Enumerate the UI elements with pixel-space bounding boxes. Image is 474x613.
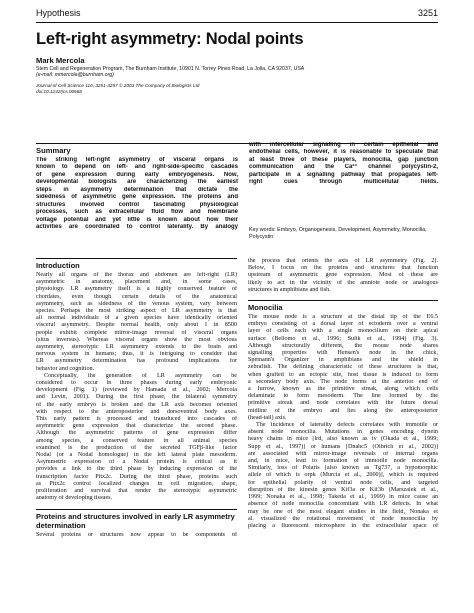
text-line: voltage potential and yet little is known about how their <box>36 216 238 223</box>
text-line: The mouse node is a structure at the distal tip of the E6.5 <box>248 314 438 321</box>
text-line: delaminate to form mesoderm. The line formed by the <box>248 393 438 400</box>
text-line: transcription factor Pitx2c. During the third phase, proteins such <box>36 473 237 480</box>
continuation-paragraph <box>248 258 438 294</box>
text-line: of gene expression during early embryogenesis. Now, <box>36 171 238 178</box>
text-line: with respect to the anteroposterior and dorsoventral body axes. <box>36 408 237 415</box>
affiliation-text: Stem Cell and Regeneration Program, The Burnham Institute, 10901 N. Torrey Pines Road, La Jolla, CA 92037, USA <box>36 66 305 72</box>
text-line: provides a link to the third phase by inducing expression of the <box>36 466 237 473</box>
text-line: behavior and cognition. <box>36 365 95 372</box>
text-line: activities are coordinated to control laterality. By analogy <box>36 224 238 231</box>
text-line: asymmetric gene expression that characterize the second phase. <box>36 423 237 430</box>
keywords: Key words: Embryo, Organogenesis, Development, Asymmetry, Monocilia, Polycystin <box>249 227 427 240</box>
text-line: a furrow, known as the primitive streak, along which cells <box>248 386 438 393</box>
author-email: (e-mail: mmercola@burnham.org) <box>36 72 114 79</box>
author-affiliation <box>36 66 438 79</box>
journal-citation: Journal of Cell Science 116, 3251-3257 © 2003 The Company of Biologists Ltd <box>36 83 200 88</box>
text-line: are associated with mirror-image reversals of internal organs <box>248 450 438 457</box>
text-line: nervous system in humans; thus, it is intriguing to consider that <box>36 351 237 358</box>
text-line: (head-tail) axis. <box>248 414 287 421</box>
text-line: chordates, even though certain details of the anatomical <box>36 293 237 300</box>
text-line: midline of the embryo and lies along the anteroposterior <box>248 407 438 414</box>
text-line: for epithelial polarity of ventral node cells, and targeted <box>248 479 438 486</box>
text-line: all normal individuals of a given species have identically oriented <box>36 315 237 322</box>
running-header <box>36 8 438 22</box>
text-line: visceral asymmetry. Despite normal health, only about 1 in 8500 <box>36 322 237 329</box>
text-line: allele of which is orpk (Murcia et al., 2000)], which is required <box>248 472 438 479</box>
summary-left-text <box>36 157 238 232</box>
text-line: likely to act in the vicinity of the amniote node or analogous <box>248 279 438 286</box>
text-line: Conceptually, the generation of LR asymmetry can be <box>44 372 237 379</box>
monocilia-paragraph-1 <box>248 314 438 422</box>
header-section: Hypothesis <box>36 8 81 18</box>
text-line: embryo consisting of a dorsal layer of ectoderm over a ventral <box>248 321 438 328</box>
text-line: disruption of the kinesin genes Kif3a or Kif3b (Marszalek et al., <box>248 486 438 493</box>
text-line: absence of node monocilia concomitant with LR defects. In what <box>248 501 438 508</box>
text-line: development (Fig. 1) (reviewed by Hamada et al., 2002; Mercola <box>36 387 237 394</box>
header-rule <box>36 22 438 23</box>
text-line: communication and the Ca²⁺ channel polycystin-2, <box>249 164 438 171</box>
introduction-heading: Introduction <box>36 258 237 270</box>
right-text-column <box>248 258 438 530</box>
text-line: asymmetry, stereotypic LR asymmetry extends to the brain and <box>36 344 237 351</box>
text-line: Nearly all organs of the thorax and abdomen are left-right (LR) <box>36 272 237 278</box>
text-line: people exhibit complete mirror-image reversal of visceral organs <box>36 329 237 336</box>
text-line: of the early embryo is broken and the LR axis becomes oriented <box>36 401 237 408</box>
text-line: considered to occur in three phases during early embryonic <box>36 380 237 387</box>
text-line: Although structurally different, the mouse node shares <box>248 342 438 349</box>
author-name: Mark Mercola <box>36 56 85 65</box>
article-title: Left-right asymmetry: Nodal points <box>36 30 304 48</box>
text-line: surface (Bellomo et al., 1996; Sulik et al., 1994) (Fig. 3). <box>248 335 438 342</box>
text-line: species. Perhaps the most striking aspect of LR asymmetry is that <box>36 308 237 315</box>
summary-section <box>36 143 438 252</box>
text-line: structures involved control fascinating physiological <box>36 201 238 208</box>
text-line: Several proteins or structures now appear to be components of <box>36 531 237 538</box>
text-line: Asymmetric expression of a Nodal protein is critical as it <box>36 459 237 466</box>
text-line: when grafted to an ectopic site, host tissue is induced to form <box>248 371 438 378</box>
proteins-section-paragraph <box>36 532 237 539</box>
text-line: signalling properties with Hensen's node in the chick, <box>248 350 438 357</box>
text-line: Supp et al., 1997)] or humans [Dnahc5 (Olbrich et al., 2002)] <box>248 443 438 450</box>
introduction-paragraph-2 <box>36 373 237 503</box>
text-line: Below, I focus on the proteins and structures that function <box>248 265 438 272</box>
text-line: processes, such as extracellular fluid flow and membrane <box>36 209 238 216</box>
monocilia-paragraph-2 <box>248 422 438 530</box>
text-line: among species, a conserved feature in all animal species <box>36 437 237 444</box>
text-line: and Levin, 2001). During the first phase, the bilateral symmetry <box>36 394 237 401</box>
text-line: Nodal (or a Nodal homologue) in the left lateral plate mesoderm. <box>36 452 237 459</box>
text-line: as Pitx2c control localized changes in cell migration, shape, <box>36 480 237 487</box>
article-doi: doi:10.1242/jcs.00668 <box>36 88 82 94</box>
text-line: developmental biologists are characterizing the earliest <box>36 179 238 186</box>
header-page-number: 3251 <box>417 8 438 18</box>
summary-heading: Summary <box>36 146 71 155</box>
text-line: steps in asymmetry determination that dictate the <box>36 186 238 193</box>
text-line: proliferation and survival that render the stereotypic asymmetric <box>36 488 237 495</box>
text-line: known to depend on left- and right-side-specific cascades <box>36 164 238 171</box>
text-line: asymmetry, such as sidedness of the venous system, vary between <box>36 300 237 307</box>
text-line: anatomy of developing tissues. <box>36 495 113 502</box>
text-line: Although the asymmetric patterns of gene expression differ <box>36 430 237 437</box>
text-line: and, in mice, lead to formation of immotile node monocilia. <box>248 458 438 465</box>
text-line: at least three of these players, monocilia, gap junction <box>249 156 438 163</box>
text-line: sidedness of asymmetric gene expression. The proteins and <box>36 194 238 201</box>
text-line: (situs inversus). Whereas visceral organs show the most obvious <box>36 336 237 343</box>
proteins-section-heading: Proteins and structures involved in early LR asymmetry determination <box>36 509 237 530</box>
text-line: The striking left-right asymmetry of visceral organs is <box>36 157 238 163</box>
text-line: absent node monocilia. Mutations in genes encoding dynein <box>248 429 438 436</box>
left-text-column <box>36 258 237 539</box>
text-line: The incidence of laterality defects correlates with immotile or <box>256 422 438 429</box>
text-line: with intercellular signalling in certain epithelial and <box>249 142 438 148</box>
summary-right-text <box>249 142 438 187</box>
monocilia-heading: Monocilia <box>248 300 438 312</box>
text-line: examined is the production of the secreted TGFβ-like factor <box>36 444 237 451</box>
introduction-paragraph-1 <box>36 272 237 373</box>
text-line: Spemann's Organizer in amphibians and the shield in <box>248 357 438 364</box>
text-line: a secondary body axis. The node forms at the anterior end of <box>248 378 438 385</box>
text-line: LR asymmetry determination has profound implications for <box>36 358 237 365</box>
text-line: primitive streak and node correlates with the future dorsal <box>248 400 438 407</box>
text-line: physiology. LR asymmetry itself is a highly conserved feature of <box>36 286 237 293</box>
text-line: al. visualized the rotational movement of node monocilia by <box>248 515 438 522</box>
text-line: Similarly, loss of Polaris [also known as Tg737, a hypomorphic <box>248 465 438 472</box>
text-line: zebrafish. The defining characteristic of these structures is that, <box>248 364 438 371</box>
text-line: right cues through multicellular fields. <box>249 179 438 186</box>
text-line: may be one of the most elegant studies in the field, Nonaka et <box>248 508 438 515</box>
text-line: the process that orients the axis of LR asymmetry (Fig. 2). <box>248 258 438 264</box>
text-line: endothelial cells, however, it is reasonable to speculate that <box>249 149 438 156</box>
text-line: structures in amphibians and fish. <box>248 286 331 293</box>
text-line: asymmetric in anatomy, placement and, in some cases, <box>36 279 237 286</box>
text-line: This early pattern is processed and transduced into cascades of <box>36 416 237 423</box>
journal-reference <box>36 83 324 95</box>
text-line: heavy chains in mice [lrd, also known as iv (Okada et al., 1999; <box>248 436 438 443</box>
text-line: upstream of asymmetric gene expression. Most of these are <box>248 272 438 279</box>
text-line: 1999; Nonaka et al., 1998; Takeda et al., 1999) in mice cause an <box>248 494 438 501</box>
text-line: placing a fluorescent microsphere in the extracellular space of <box>248 522 438 529</box>
text-line: participate in a signalling pathway that propagates left- <box>249 171 438 178</box>
text-line: layer of cells each with a single monocilium on their apical <box>248 328 438 335</box>
